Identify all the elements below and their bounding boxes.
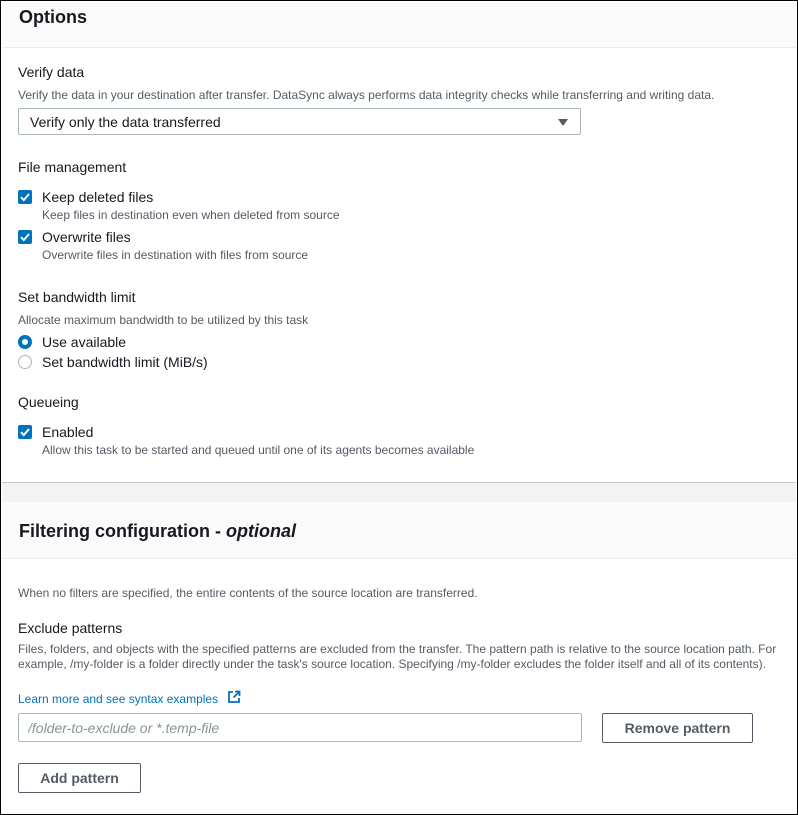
syntax-examples-link[interactable]: Learn more and see syntax examples (18, 692, 219, 706)
overwrite-files-checkbox[interactable] (18, 230, 32, 244)
bandwidth-label: Set bandwidth limit (18, 289, 136, 305)
verify-data-label: Verify data (18, 64, 85, 80)
queueing-label: Queueing (18, 394, 79, 410)
external-link-icon[interactable] (227, 690, 241, 704)
overwrite-files-description: Overwrite files in destination with files from source (42, 248, 309, 262)
options-title: Options (19, 7, 87, 27)
filtering-note: When no filters are specified, the entire contents of the source location are transferred. (18, 586, 478, 600)
filtering-title (19, 521, 296, 542)
keep-deleted-files-label[interactable]: Keep deleted files (42, 189, 154, 205)
filtering-header (2, 502, 796, 559)
verify-data-selected-value: Verify only the data transferred (30, 114, 221, 130)
exclude-pattern-input[interactable] (18, 713, 582, 742)
keep-deleted-files-description: Keep files in destination even when deleted from source (42, 208, 340, 222)
verify-data-description: Verify the data in your destination after transfer. DataSync always performs data integrity checks while transferring and writing data. (18, 88, 715, 102)
set-bandwidth-limit-radio[interactable] (18, 355, 32, 369)
caret-down-icon (558, 119, 568, 126)
file-management-label: File management (18, 159, 127, 175)
remove-pattern-button[interactable]: Remove pattern (602, 713, 753, 743)
bandwidth-description: Allocate maximum bandwidth to be utilized by this task (18, 313, 309, 327)
set-bandwidth-limit-label[interactable]: Set bandwidth limit (MiB/s) (42, 354, 208, 370)
checkmark-icon (19, 191, 31, 203)
checkmark-icon (19, 231, 31, 243)
section-divider (2, 482, 796, 503)
exclude-patterns-description: Files, folders, and objects with the specified patterns are excluded from the transfer. The pattern path is relative to the source location path. For example, /my-folder is a folder directly under the task's source location. Specifying /my-folder excludes the folder itself and all of its contents). (18, 642, 777, 671)
verify-data-select[interactable] (18, 108, 581, 135)
use-available-label[interactable]: Use available (42, 334, 127, 350)
keep-deleted-files-checkbox[interactable] (18, 190, 32, 204)
filtering-title-optional: optional (225, 521, 296, 541)
overwrite-files-label[interactable]: Overwrite files (42, 229, 131, 245)
queueing-enabled-description: Allow this task to be started and queued until one of its agents becomes available (42, 443, 475, 457)
add-pattern-button[interactable]: Add pattern (18, 763, 141, 793)
queueing-enabled-label[interactable]: Enabled (42, 424, 94, 440)
checkmark-icon (19, 426, 31, 438)
use-available-radio[interactable] (18, 335, 32, 349)
filtering-title-text: Filtering configuration - (19, 521, 226, 541)
exclude-patterns-label: Exclude patterns (18, 620, 123, 636)
queueing-enabled-checkbox[interactable] (18, 425, 32, 439)
options-header (2, 2, 796, 48)
